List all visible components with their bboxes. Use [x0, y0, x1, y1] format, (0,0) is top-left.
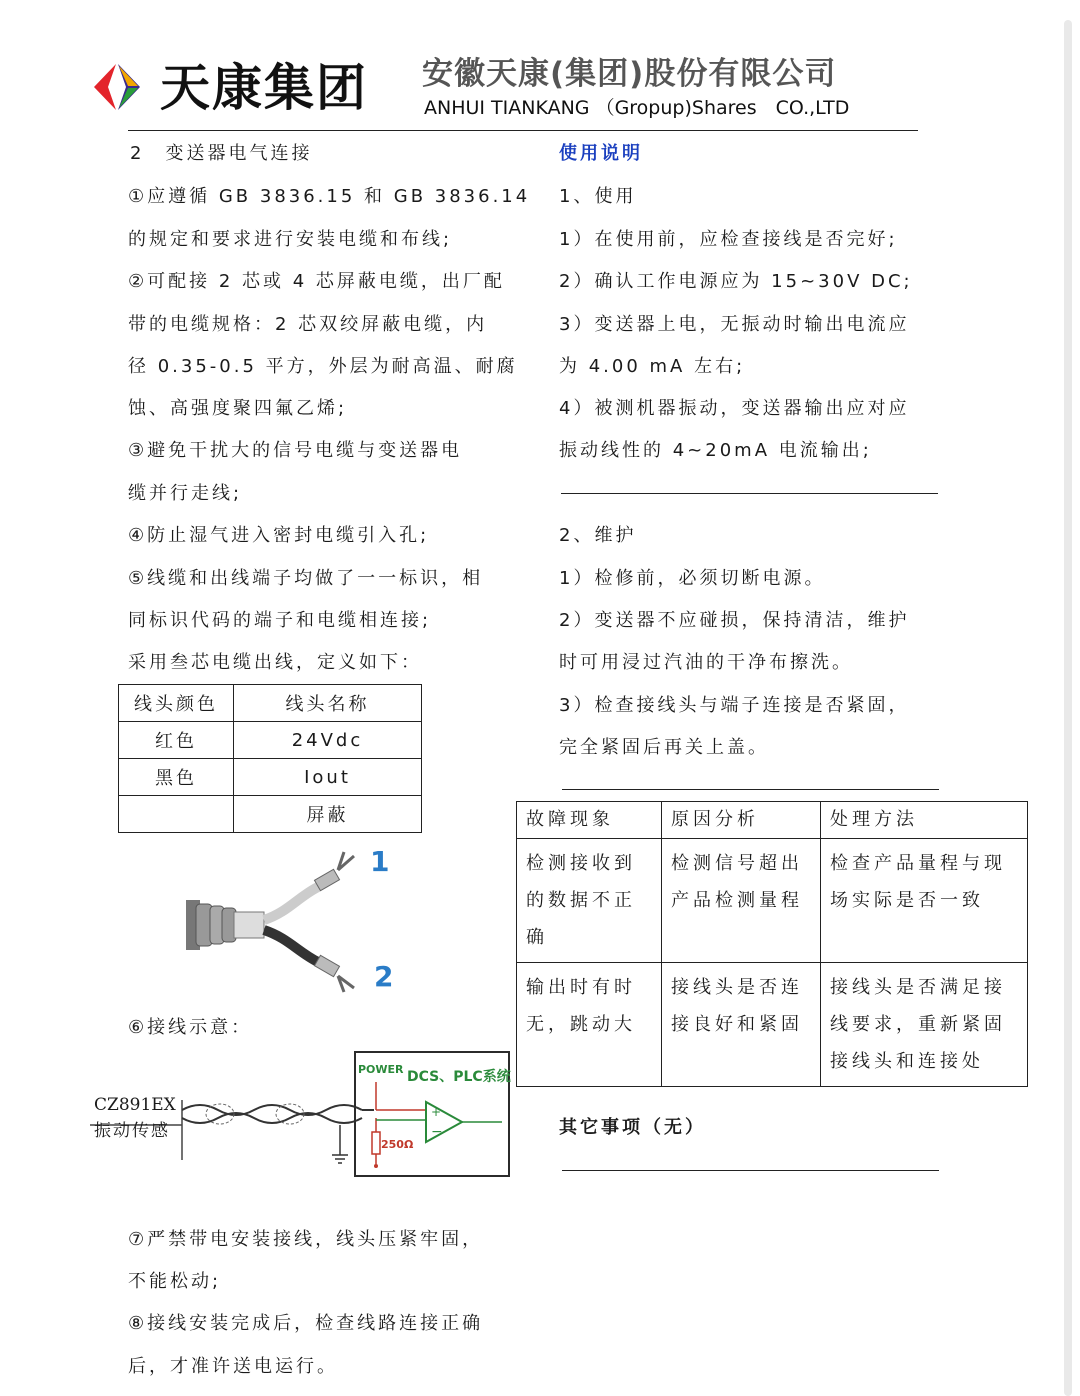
usage-line: 3）变送器上电，无振动时输出电流应: [559, 314, 910, 335]
brand-name: 天康集团: [160, 59, 368, 117]
usage-line: 1）在使用前，应检查接线是否完好;: [559, 229, 898, 250]
usage-divider: [561, 493, 938, 494]
sensor-model: CZ891EX: [94, 1095, 176, 1115]
maint-line: 2）变送器不应碰损，保持清洁，维护: [559, 610, 910, 631]
other-title: 其它事项（无）: [559, 1117, 706, 1138]
company-name-cn: 安徽天康(集团)股份有限公司: [422, 56, 837, 92]
wire-table-header: 线头名称: [234, 685, 422, 722]
fault-cause-cell: [662, 963, 821, 1087]
left-text-line: 缆并行走线;: [128, 483, 243, 504]
left-text-line: ⑤线缆和出线端子均做了一一标识，相: [128, 568, 484, 589]
maint-line: 时可用浸过汽油的干净布擦洗。: [559, 652, 853, 673]
cell-line: 检测信号超出: [671, 853, 803, 874]
cable-label-1: 1: [370, 845, 390, 878]
left-text-line: ③避免干扰大的信号电缆与变送器电: [128, 440, 463, 461]
cable-label-2: 2: [374, 960, 394, 993]
maint-line: 完全紧固后再关上盖。: [559, 737, 769, 758]
usage-line: 1、使用: [559, 186, 637, 207]
cell-line: 无，跳动大: [526, 1014, 636, 1035]
company-name-en: ANHUI TIANKANG （Gropup)Shares CO.,LTD: [424, 97, 850, 119]
usage-line: 4）被测机器振动，变送器输出应对应: [559, 398, 910, 419]
left-text-line: 的规定和要求进行安装电缆和布线;: [128, 229, 453, 250]
left-text-line: 采用叁芯电缆出线，定义如下：: [128, 652, 422, 673]
cell-line: 检查产品量程与现: [830, 853, 1006, 874]
left-text-line: ①应遵循 GB 3836.15 和 GB 3836.14: [128, 186, 531, 207]
resistor-label: 250Ω: [381, 1138, 414, 1151]
left-text-line: ⑦严禁带电安装接线，线头压紧牢固，: [128, 1229, 484, 1250]
fault-table-header: 原因分析: [662, 802, 821, 839]
wire-table-cell: 红色: [119, 722, 234, 759]
wire-color-table: [118, 684, 422, 833]
power-label: POWER: [358, 1063, 404, 1076]
wire-table-cell: 屏蔽: [234, 796, 422, 833]
wire-table-cell: [119, 796, 234, 833]
wire-table-cell: 黑色: [119, 759, 234, 796]
left-text-line: ④防止湿气进入密封电缆引入孔;: [128, 525, 430, 546]
left-text-line: 蚀、高强度聚四氟乙烯;: [128, 398, 348, 419]
usage-title: 使用说明: [559, 143, 643, 164]
cell-line: 接线头是否连: [671, 977, 803, 998]
cell-line: 场实际是否一致: [830, 890, 984, 911]
svg-text:+: +: [431, 1105, 442, 1119]
left-text-line: 同标识代码的端子和电缆相连接;: [128, 610, 432, 631]
cell-line: 确: [526, 927, 548, 948]
cell-line: 接线头是否满足接: [830, 977, 1006, 998]
wire-table-cell: 24Vdc: [234, 722, 422, 759]
left-text-line: 径 0.35-0.5 平方，外层为耐高温、耐腐: [128, 356, 518, 377]
wiring-caption: ⑥接线示意：: [128, 1017, 253, 1038]
fault-solution-cell: [821, 963, 1028, 1087]
maint-line: 3）检查接线头与端子连接是否紧固，: [559, 695, 910, 716]
wire-table-cell: Iout: [234, 759, 422, 796]
wire-table-header: 线头颜色: [119, 685, 234, 722]
fault-table-header: 处理方法: [821, 802, 1028, 839]
sensor-name: 振动传感: [94, 1121, 170, 1141]
left-text-line: 不能松动;: [128, 1271, 222, 1292]
company-logo-icon: [86, 60, 148, 114]
usage-line: 2）确认工作电源应为 15~30V DC;: [559, 271, 913, 292]
maint-divider: [562, 789, 939, 790]
cell-line: 的数据不正: [526, 890, 636, 911]
svg-text:−: −: [431, 1124, 443, 1140]
fault-symptom-cell: [517, 839, 662, 963]
left-text-line: ②可配接 2 芯或 4 芯屏蔽电缆，出厂配: [128, 271, 505, 292]
left-text-line: 后，才准许送电运行。: [128, 1356, 338, 1377]
cell-line: 检测接收到: [526, 853, 636, 874]
fault-solution-cell: [821, 839, 1028, 963]
cell-line: 产品检测量程: [671, 890, 803, 911]
header-divider: [128, 130, 918, 131]
fault-table: [516, 801, 1028, 1087]
cell-line: 线要求，重新紧固: [830, 1014, 1006, 1035]
cell-line: 接良好和紧固: [671, 1014, 803, 1035]
fault-table-header: 故障现象: [517, 802, 662, 839]
fault-cause-cell: [662, 839, 821, 963]
usage-line: 为 4.00 mA 左右;: [559, 356, 746, 377]
cell-line: 输出时有时: [526, 977, 636, 998]
maint-line: 1）检修前，必须切断电源。: [559, 568, 826, 589]
section-title: 2 变送器电气连接: [130, 143, 313, 164]
maint-line: 2、维护: [559, 525, 637, 546]
other-divider: [562, 1170, 939, 1171]
left-text-line: 带的电缆规格：2 芯双绞屏蔽电缆，内: [128, 314, 488, 335]
cell-line: 接线头和连接处: [830, 1051, 984, 1072]
usage-line: 振动线性的 4~20mA 电流输出;: [559, 440, 872, 461]
system-label: DCS、PLC系统: [407, 1069, 511, 1085]
fault-symptom-cell: [517, 963, 662, 1087]
left-text-line: ⑧接线安装完成后，检查线路连接正确: [128, 1313, 484, 1334]
page-edge-scrollbar: [1064, 20, 1072, 1396]
